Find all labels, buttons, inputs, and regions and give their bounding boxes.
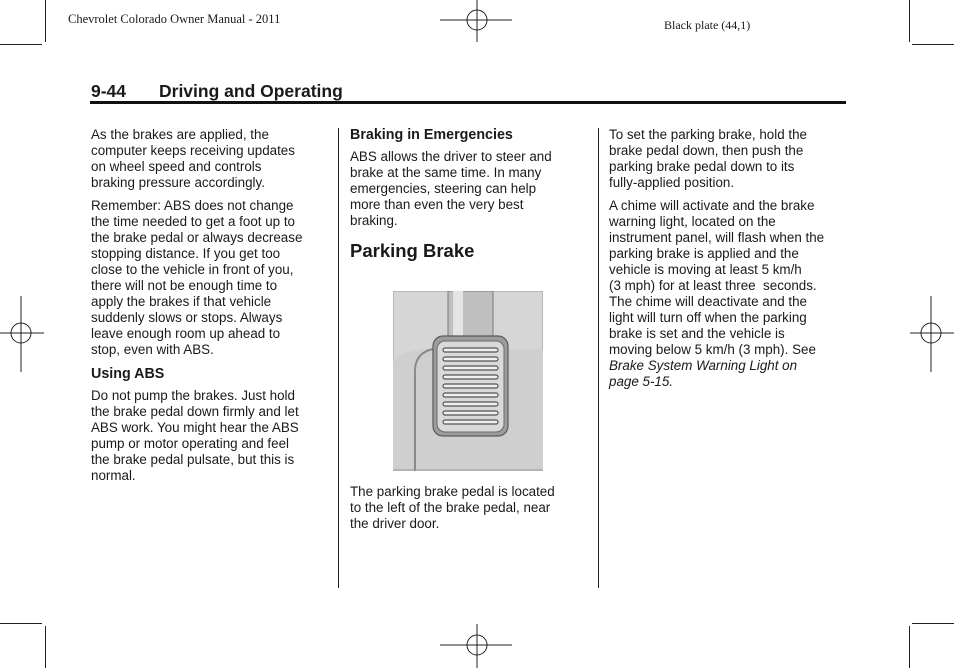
crop-mark bbox=[909, 626, 910, 668]
registration-mark-left bbox=[0, 296, 46, 372]
text-line: computer keeps receiving updates bbox=[91, 143, 295, 158]
column-divider bbox=[338, 128, 339, 588]
manual-title: Chevrolet Colorado Owner Manual - 2011 bbox=[68, 12, 281, 26]
text-line: vehicle is moving at least 5 km/h bbox=[609, 262, 802, 277]
registration-mark-right bbox=[908, 296, 954, 372]
text-line: apply the brakes if that vehicle bbox=[91, 294, 272, 309]
text-line: pump or motor operating and feel bbox=[91, 436, 290, 451]
text-line: emergencies, steering can help bbox=[350, 181, 537, 196]
registration-mark-bottom bbox=[440, 624, 516, 668]
header-rule bbox=[90, 101, 846, 104]
text-line: close to the vehicle in front of you, bbox=[91, 262, 294, 277]
figure-caption bbox=[350, 484, 590, 539]
paragraph bbox=[609, 127, 849, 191]
paragraph bbox=[350, 149, 590, 229]
paragraph bbox=[91, 127, 331, 191]
crop-mark bbox=[909, 0, 910, 42]
section-number: 9-44 bbox=[91, 81, 127, 101]
crop-mark bbox=[912, 44, 954, 45]
text-line: (3 mph) for at least three seconds. bbox=[609, 278, 817, 293]
text-line: Remember: ABS does not change bbox=[91, 198, 294, 213]
subheading-braking-in-emergencies: Braking in Emergencies bbox=[350, 127, 513, 143]
paragraph bbox=[91, 198, 331, 358]
text-line: light will turn off when the parking bbox=[609, 310, 807, 325]
text-line: warning light, located on the bbox=[609, 214, 776, 229]
plate-label: Black plate (44,1) bbox=[664, 18, 751, 32]
cross-reference-link[interactable]: page 5-15. bbox=[609, 374, 674, 389]
text-line: leave enough room up ahead to bbox=[91, 326, 281, 341]
crop-mark bbox=[0, 623, 42, 624]
text-line: A chime will activate and the brake bbox=[609, 198, 815, 213]
text-line: there will not be enough time to bbox=[91, 278, 278, 293]
text-line: ABS work. You might hear the ABS bbox=[91, 420, 299, 435]
text-line: normal. bbox=[91, 468, 136, 483]
text-line: stop, even with ABS. bbox=[91, 342, 214, 357]
crop-mark bbox=[45, 626, 46, 668]
text-line: more than even the very best bbox=[350, 197, 524, 212]
cross-reference-link[interactable]: Brake System Warning Light on bbox=[609, 358, 798, 373]
text-line: brake pedal down, then push the bbox=[609, 143, 804, 158]
text-line: To set the parking brake, hold the bbox=[609, 127, 808, 142]
text-line: to the left of the brake pedal, near bbox=[350, 500, 551, 515]
registration-mark-top bbox=[440, 0, 516, 44]
text-line: Do not pump the brakes. Just hold bbox=[91, 388, 295, 403]
text-line: stopping distance. If you get too bbox=[91, 246, 281, 261]
section-title: Driving and Operating bbox=[159, 81, 343, 101]
text-line: fully-applied position. bbox=[609, 175, 735, 190]
crop-mark bbox=[0, 44, 42, 45]
column-1 bbox=[91, 127, 331, 491]
column-divider bbox=[598, 128, 599, 588]
crop-mark bbox=[45, 0, 46, 42]
text-line: brake is set and the vehicle is bbox=[609, 326, 785, 341]
text-line: The parking brake pedal is located bbox=[350, 484, 555, 499]
text-line: moving below 5 km/h (3 mph). See bbox=[609, 342, 816, 357]
crop-mark bbox=[912, 623, 954, 624]
subheading-using-abs: Using ABS bbox=[91, 366, 165, 382]
parking-brake-pedal-illustration bbox=[393, 291, 543, 471]
column-3 bbox=[609, 127, 849, 397]
text-line: the brake pedal pulsate, but this is bbox=[91, 452, 295, 467]
text-line: the driver door. bbox=[350, 516, 440, 531]
heading-parking-brake: Parking Brake bbox=[350, 240, 475, 261]
paragraph bbox=[91, 388, 331, 484]
text-line: The chime will deactivate and the bbox=[609, 294, 807, 309]
text-line: the brake pedal down firmly and let bbox=[91, 404, 299, 419]
paragraph bbox=[350, 484, 590, 532]
text-line: brake at the same time. In many bbox=[350, 165, 542, 180]
text-line: the brake pedal or always decrease bbox=[91, 230, 303, 245]
text-line: ABS allows the driver to steer and bbox=[350, 149, 552, 164]
text-line: suddenly slows or stops. Always bbox=[91, 310, 283, 325]
text-line: on wheel speed and controls bbox=[91, 159, 262, 174]
text-line: As the brakes are applied, the bbox=[91, 127, 269, 142]
text-line: braking pressure accordingly. bbox=[91, 175, 265, 190]
text-line: instrument panel, will flash when the bbox=[609, 230, 825, 245]
text-line: the time needed to get a foot up to bbox=[91, 214, 295, 229]
column-2 bbox=[350, 127, 590, 259]
text-line: parking brake pedal down to its bbox=[609, 159, 795, 174]
text-line: parking brake is applied and the bbox=[609, 246, 799, 261]
paragraph bbox=[609, 198, 849, 390]
text-line: braking. bbox=[350, 213, 398, 228]
